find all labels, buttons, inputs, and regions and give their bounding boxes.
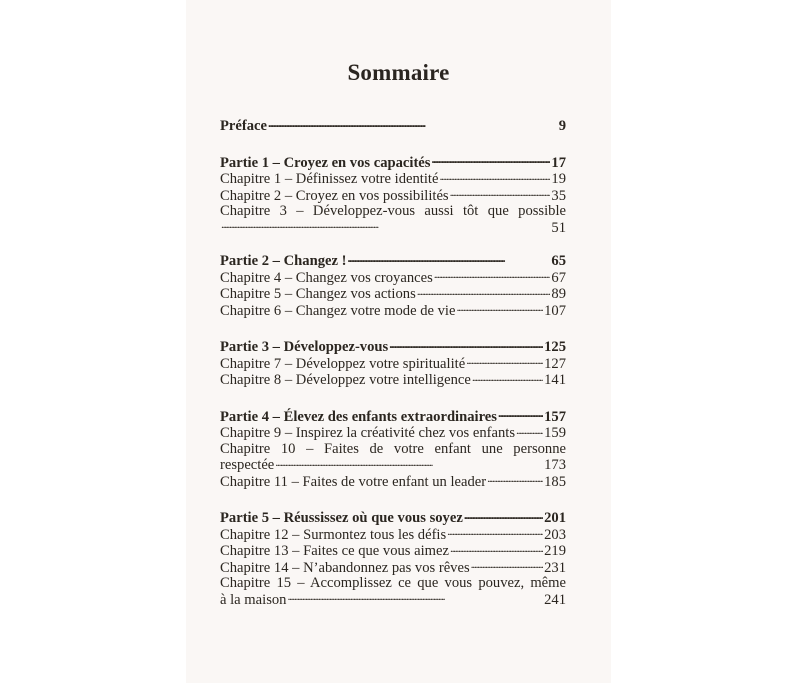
toc-entry-chapter xyxy=(220,560,566,577)
toc-label: Partie 1 – Croyez en vos capacités xyxy=(220,154,431,171)
dot-leader xyxy=(498,409,543,421)
toc-page-number: 231 xyxy=(544,559,566,576)
toc-label: Chapitre 4 – Changez vos croyances xyxy=(220,269,433,286)
dot-leader xyxy=(221,220,550,232)
toc-entry-part xyxy=(220,409,566,426)
toc-entry-continuation xyxy=(220,457,566,474)
dot-leader xyxy=(417,286,551,298)
toc-entry-chapter xyxy=(220,270,566,287)
toc-label: Chapitre 15 – Accomplissez ce que vous pouvez, même xyxy=(220,575,566,591)
toc-entry-chapter xyxy=(220,204,566,220)
dot-leader xyxy=(275,457,543,469)
toc-page-number: 127 xyxy=(544,355,566,372)
toc-page-number: 173 xyxy=(544,457,566,473)
dot-leader xyxy=(389,339,543,351)
toc-page-number: 17 xyxy=(551,154,566,171)
dot-leader xyxy=(439,171,550,183)
toc-label: Préface xyxy=(220,118,267,134)
toc-page-number: 125 xyxy=(544,339,566,355)
toc-entry-chapter xyxy=(220,171,566,188)
toc-label: Partie 4 – Élevez des enfants extraordinaires xyxy=(220,408,497,425)
toc-label: Partie 3 – Développez-vous xyxy=(220,339,389,355)
toc-entry-part xyxy=(220,253,566,270)
dot-leader xyxy=(287,592,543,604)
dot-leader xyxy=(450,543,543,555)
toc-entry-chapter xyxy=(220,474,566,491)
toc-page-number: 107 xyxy=(544,302,566,319)
toc-entry-chapter xyxy=(220,527,566,544)
dot-leader xyxy=(487,474,543,486)
toc-label: Chapitre 14 – N’abandonnez pas vos rêves xyxy=(220,559,470,576)
table-of-contents xyxy=(220,118,566,608)
toc-entry-preface xyxy=(220,118,566,135)
toc-page-number: 89 xyxy=(551,286,566,302)
toc-entry-part xyxy=(220,510,566,527)
dot-leader xyxy=(434,270,551,282)
toc-label: Chapitre 9 – Inspirez la créativité chez vos enfants xyxy=(220,425,515,441)
toc-entry-chapter xyxy=(220,442,566,458)
toc-entry-chapter xyxy=(220,356,566,373)
toc-page-number: 35 xyxy=(551,187,566,204)
toc-page-number: 65 xyxy=(551,253,566,269)
toc-label: Partie 2 – Changez ! xyxy=(220,253,347,269)
dot-leader xyxy=(268,118,558,130)
toc-page-number: 203 xyxy=(544,526,566,543)
toc-entry-chapter xyxy=(220,188,566,205)
toc-page-number: 9 xyxy=(558,118,566,134)
toc-label: Chapitre 13 – Faites ce que vous aimez xyxy=(220,543,449,559)
toc-entry-chapter xyxy=(220,543,566,560)
dot-leader xyxy=(516,425,543,437)
toc-entry-chapter xyxy=(220,372,566,389)
toc-label: Chapitre 11 – Faites de votre enfant un leader xyxy=(220,473,487,490)
dot-leader xyxy=(471,560,543,572)
dot-leader xyxy=(347,253,550,265)
toc-page-number: 159 xyxy=(544,425,566,441)
toc-label: Chapitre 8 – Développez votre intelligence xyxy=(220,372,471,388)
toc-entry-chapter xyxy=(220,576,566,592)
toc-page-number: 201 xyxy=(544,510,566,526)
toc-label: Chapitre 1 – Définissez votre identité xyxy=(220,171,439,187)
toc-label: Chapitre 7 – Développez votre spiritualité xyxy=(220,355,466,372)
dot-leader xyxy=(464,510,543,522)
toc-label: Chapitre 12 – Surmontez tous les défis xyxy=(220,526,447,543)
dot-leader xyxy=(466,356,543,368)
toc-label-continued: à la maison xyxy=(220,591,287,608)
toc-page-number: 141 xyxy=(544,372,566,388)
toc-label: Chapitre 3 – Développez-vous aussi tôt que possible xyxy=(220,203,566,219)
toc-label: Chapitre 2 – Croyez en vos possibilités xyxy=(220,187,449,204)
toc-page-number: 51 xyxy=(551,219,566,236)
toc-page-number: 67 xyxy=(551,269,566,286)
toc-page-number: 241 xyxy=(544,591,566,608)
toc-entry-chapter xyxy=(220,425,566,442)
dot-leader xyxy=(431,155,550,167)
dot-leader xyxy=(472,372,543,384)
dot-leader xyxy=(456,303,543,315)
toc-page-number: 19 xyxy=(551,171,566,187)
dot-leader xyxy=(450,188,551,200)
toc-entry-chapter xyxy=(220,286,566,303)
toc-entry-part xyxy=(220,155,566,172)
page-title: Sommaire xyxy=(347,60,450,85)
toc-entry-continuation xyxy=(220,592,566,609)
toc-page-number: 157 xyxy=(544,408,566,425)
toc-page-number: 219 xyxy=(544,543,566,559)
dot-leader xyxy=(447,527,543,539)
toc-label: Chapitre 10 – Faites de votre enfant une personne xyxy=(220,440,566,457)
toc-label: Chapitre 6 – Changez votre mode de vie xyxy=(220,302,456,319)
toc-page-number: 185 xyxy=(544,473,566,490)
toc-entry-part xyxy=(220,339,566,356)
toc-label: Partie 5 – Réussissez où que vous soyez xyxy=(220,510,463,526)
toc-entry-chapter xyxy=(220,303,566,320)
toc-label-continued: respectée xyxy=(220,457,275,473)
toc-entry-continuation xyxy=(220,220,566,237)
toc-label: Chapitre 5 – Changez vos actions xyxy=(220,286,416,302)
